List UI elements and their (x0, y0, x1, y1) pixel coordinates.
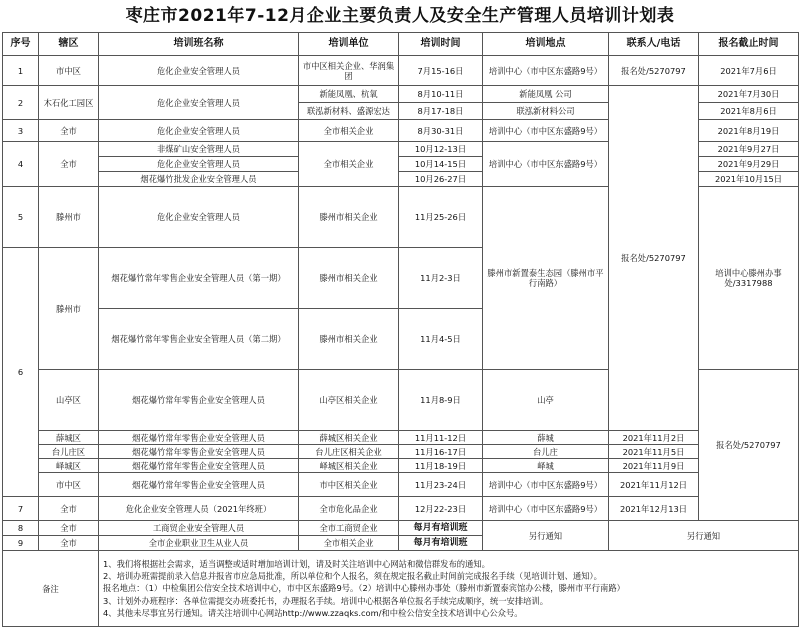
table-row (3, 56, 799, 86)
notes-label: 备注 (3, 551, 99, 627)
cell-place: 山亭 (483, 370, 609, 431)
notes-row (3, 551, 799, 627)
cell-unit: 全市相关企业 (299, 142, 399, 187)
cell-place: 台儿庄 (483, 445, 609, 459)
cell-course: 烟花爆竹常年零售企业安全管理人员（第二期） (99, 309, 299, 370)
cell-district: 全市 (39, 521, 99, 536)
cell-no: 3 (3, 120, 39, 142)
table-row (3, 459, 799, 473)
cell-course: 危化企业安全管理人员 (99, 157, 299, 172)
cell-place: 薛城 (483, 431, 609, 445)
cell-deadline: 2021年7月6日 (699, 56, 799, 86)
cell-unit: 联泓新材料、盛源宏达 (299, 103, 399, 120)
cell-unit: 全市相关企业 (299, 120, 399, 142)
cell-time: 11月8-9日 (399, 370, 483, 431)
cell-time: 10月26-27日 (399, 172, 483, 187)
cell-district: 峄城区 (39, 459, 99, 473)
header-time: 培训时间 (399, 33, 483, 56)
cell-district: 全市 (39, 120, 99, 142)
page-title: 枣庄市2021年7-12月企业主要负责人及安全生产管理人员培训计划表 (125, 6, 675, 26)
cell-no: 2 (3, 86, 39, 120)
cell-place: 联泓新材料公司 (483, 103, 609, 120)
cell-course: 危化企业安全管理人员 (99, 120, 299, 142)
cell-deadline: 2021年11月12日 (609, 473, 699, 497)
cell-unit: 滕州市相关企业 (299, 187, 399, 248)
cell-district: 全市 (39, 142, 99, 187)
cell-deadline: 2021年10月15日 (699, 172, 799, 187)
cell-time: 10月12-13日 (399, 142, 483, 157)
cell-course: 烟花爆竹常年零售企业安全管理人员 (99, 459, 299, 473)
header-unit: 培训单位 (299, 33, 399, 56)
cell-course: 危化企业安全管理人员 (99, 86, 299, 120)
cell-course: 烟花爆竹常年零售企业安全管理人员 (99, 431, 299, 445)
cell-time: 8月30-31日 (399, 120, 483, 142)
cell-course: 烟花爆竹常年零售企业安全管理人员 (99, 370, 299, 431)
cell-contact: 报名处/5270797 (609, 86, 699, 431)
cell-deadline: 2021年8月6日 (699, 103, 799, 120)
cell-time: 8月10-11日 (399, 86, 483, 103)
cell-course: 全市企业职业卫生从业人员 (99, 536, 299, 551)
cell-place: 培训中心（市中区东盛路9号） (483, 56, 609, 86)
cell-unit: 薛城区相关企业 (299, 431, 399, 445)
cell-place: 另行通知 (483, 521, 609, 551)
cell-district: 滕州市 (39, 248, 99, 370)
cell-unit: 台儿庄区相关企业 (299, 445, 399, 459)
notes-content (99, 551, 799, 627)
cell-deadline: 2021年12月13日 (609, 497, 699, 521)
cell-unit: 新能凤凰、杭氧 (299, 86, 399, 103)
cell-deadline: 另行通知 (609, 521, 799, 551)
cell-time: 11月18-19日 (399, 459, 483, 473)
cell-no: 8 (3, 521, 39, 536)
cell-district: 滕州市 (39, 187, 99, 248)
header-contact: 联系人/电话 (609, 33, 699, 56)
cell-place: 新能凤凰 公司 (483, 86, 609, 103)
cell-district: 全市 (39, 497, 99, 521)
table-row (3, 86, 799, 103)
cell-deadline: 2021年11月9日 (609, 459, 699, 473)
note-line: 3、计划外办班程序：各单位需提交办班委托书，办理报名手续。培训中心根据各单位报名手续完成顺序，统一安排培训。 (103, 595, 549, 606)
header-row (3, 33, 799, 56)
cell-time: 10月14-15日 (399, 157, 483, 172)
cell-no: 6 (3, 248, 39, 497)
cell-unit: 全市危化品企业 (299, 497, 399, 521)
cell-place: 培训中心（市中区东盛路9号） (483, 120, 609, 142)
cell-course: 烟花爆竹批发企业安全管理人员 (99, 172, 299, 187)
cell-unit: 滕州市相关企业 (299, 309, 399, 370)
header-deadline: 报名截止时间 (699, 33, 799, 56)
cell-time: 11月25-26日 (399, 187, 483, 248)
cell-unit: 峄城区相关企业 (299, 459, 399, 473)
cell-unit: 全市工商贸企业 (299, 521, 399, 536)
cell-no: 7 (3, 497, 39, 521)
cell-deadline: 2021年9月29日 (699, 157, 799, 172)
cell-time: 7月15-16日 (399, 56, 483, 86)
cell-place: 培训中心（市中区东盛路9号） (483, 142, 609, 187)
cell-course: 烟花爆竹常年零售企业安全管理人员（第一期） (99, 248, 299, 309)
cell-district: 市中区 (39, 56, 99, 86)
cell-deadline: 2021年8月19日 (699, 120, 799, 142)
cell-time: 11月16-17日 (399, 445, 483, 459)
cell-unit: 山亭区相关企业 (299, 370, 399, 431)
cell-district: 台儿庄区 (39, 445, 99, 459)
cell-contact: 报名处/5270797 (609, 56, 699, 86)
cell-district: 山亭区 (39, 370, 99, 431)
cell-place: 培训中心（市中区东盛路9号） (483, 473, 609, 497)
cell-time: 8月17-18日 (399, 103, 483, 120)
cell-time: 每月有培训班 (399, 521, 483, 536)
note-line: 报名地点：（1）中检集团公信安全技术培训中心，市中区东盛路9号。（2）培训中心滕州办事处（滕州市新置泰宾馆办公楼，滕州市平行南路） (103, 583, 625, 594)
cell-course: 烟花爆竹常年零售企业安全管理人员 (99, 445, 299, 459)
cell-district: 木石化工园区 (39, 86, 99, 120)
cell-district: 薛城区 (39, 431, 99, 445)
cell-contact: 培训中心滕州办事处/3317988 (699, 187, 799, 370)
cell-deadline: 2021年9月27日 (699, 142, 799, 157)
cell-no: 9 (3, 536, 39, 551)
cell-time: 12月22-23日 (399, 497, 483, 521)
cell-no: 4 (3, 142, 39, 187)
cell-time: 每月有培训班 (399, 536, 483, 551)
cell-course: 工商贸企业安全管理人员 (99, 521, 299, 536)
cell-course: 危化企业安全管理人员 (99, 56, 299, 86)
cell-place: 培训中心（市中区东盛路9号） (483, 497, 609, 521)
note-line: 4、其他未尽事宜另行通知。请关注培训中心网站http://www.zzaqks.com/和中检公信安全技术培训中心公众号。 (103, 607, 523, 618)
cell-time: 11月23-24日 (399, 473, 483, 497)
table-row (3, 473, 799, 497)
header-course: 培训班名称 (99, 33, 299, 56)
table-row (3, 521, 799, 536)
header-place: 培训地点 (483, 33, 609, 56)
cell-course: 危化企业安全管理人员（2021年终班） (99, 497, 299, 521)
header-district: 辖区 (39, 33, 99, 56)
cell-no: 1 (3, 56, 39, 86)
cell-unit: 滕州市相关企业 (299, 248, 399, 309)
cell-time: 11月2-3日 (399, 248, 483, 309)
cell-time: 11月11-12日 (399, 431, 483, 445)
cell-course: 非煤矿山安全管理人员 (99, 142, 299, 157)
cell-deadline: 2021年11月5日 (609, 445, 699, 459)
cell-no: 5 (3, 187, 39, 248)
header-no: 序号 (3, 33, 39, 56)
note-line: 1、我们将根据社会需求，适当调整或适时增加培训计划，请及时关注培训中心网站和微信群发布的通知。 (103, 558, 490, 569)
cell-place: 峄城 (483, 459, 609, 473)
cell-course: 烟花爆竹常年零售企业安全管理人员 (99, 473, 299, 497)
cell-deadline: 2021年11月2日 (609, 431, 699, 445)
training-plan-table (2, 32, 799, 627)
cell-time: 11月4-5日 (399, 309, 483, 370)
table-row (3, 497, 799, 521)
table-row (3, 431, 799, 445)
cell-unit: 市中区相关企业、华润集团 (299, 56, 399, 86)
cell-unit: 全市相关企业 (299, 536, 399, 551)
note-line: 2、培训办班需提前录入信息并报省市应急局批准，所以单位和个人报名，须在规定报名截止时间前完成报名手续（见培训计划、通知）。 (103, 571, 602, 582)
cell-contact: 报名处/5270797 (699, 370, 799, 521)
cell-place: 滕州市新置泰生态园（滕州市平行南路） (483, 187, 609, 370)
cell-district: 全市 (39, 536, 99, 551)
cell-deadline: 2021年7月30日 (699, 86, 799, 103)
table-row (3, 445, 799, 459)
cell-course: 危化企业安全管理人员 (99, 187, 299, 248)
cell-unit: 市中区相关企业 (299, 473, 399, 497)
cell-district: 市中区 (39, 473, 99, 497)
